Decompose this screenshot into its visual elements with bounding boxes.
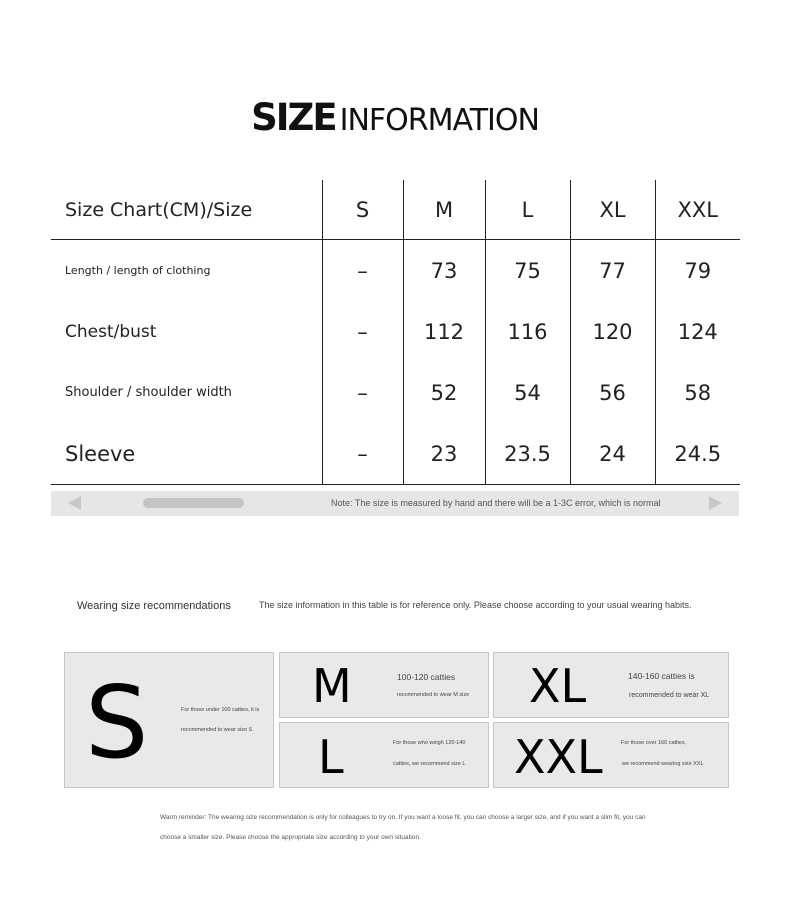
card-text: For those over 160 catties, [621, 740, 687, 746]
header-cell: M [403, 180, 485, 240]
card-text: recommended to wear size S [181, 727, 253, 733]
size-card-m [279, 652, 489, 718]
horizontal-scrollbar[interactable] [51, 491, 739, 516]
table-cell: – [322, 301, 403, 362]
size-letter: S [85, 664, 149, 781]
table-cell: 56 [570, 362, 655, 423]
measurement-note: Note: The size is measured by hand and there will be a 1-3C error, which is normal [331, 498, 661, 508]
card-text: 140-160 catties is [628, 671, 695, 681]
warm-reminder-line: choose a smaller size. Please choose the appropriate size according to your own situation. [160, 834, 421, 841]
card-text: recommended to wear M size [397, 692, 470, 698]
card-text: catties, we recommend size L [393, 761, 466, 767]
table-cell: – [322, 423, 403, 485]
card-text: we recommend wearing size XXL [622, 761, 704, 767]
header-cell: L [485, 180, 570, 240]
table-cell: 23 [403, 423, 485, 485]
row-label: Shoulder / shoulder width [65, 385, 232, 400]
header-cell: XL [570, 180, 655, 240]
table-cell: 124 [655, 301, 740, 362]
page-title [0, 96, 790, 139]
size-card-xxl [493, 722, 729, 788]
table-row [51, 362, 740, 423]
scroll-right-arrow-icon[interactable] [709, 496, 722, 510]
table-header-row [51, 180, 740, 240]
table-row [51, 301, 740, 362]
table-cell: 23.5 [485, 423, 570, 485]
recommendations-subtitle: The size information in this table is for reference only. Please choose according to your usual wearing habits. [259, 600, 692, 610]
header-cell: S [322, 180, 403, 240]
scroll-left-arrow-icon[interactable] [68, 496, 81, 510]
size-letter: L [318, 730, 344, 784]
size-card-xl [493, 652, 729, 718]
size-card-l [279, 722, 489, 788]
card-text: For those under 100 catties, it is [181, 707, 260, 713]
size-letter: M [312, 659, 352, 713]
table-cell: 77 [570, 240, 655, 302]
table-cell: 54 [485, 362, 570, 423]
table-cell: – [322, 240, 403, 302]
card-text: For those who weigh 120-140 [393, 740, 466, 746]
table-cell: 120 [570, 301, 655, 362]
row-label: Chest/bust [65, 321, 157, 342]
header-cell: Size Chart(CM)/Size [51, 180, 322, 240]
size-card-s [64, 652, 274, 788]
table-cell: 116 [485, 301, 570, 362]
table-cell: 73 [403, 240, 485, 302]
table-row [51, 240, 740, 302]
warm-reminder-line: Warm reminder: The wearing size recommendation is only for colleagues to try on. If you want a loose fit, you can choose a larger size, and if you want a slim fit, you can [160, 814, 646, 821]
table-cell: – [322, 362, 403, 423]
size-letter: XL [529, 659, 587, 713]
size-letter: XXL [514, 730, 603, 784]
card-text: 100-120 catties [397, 672, 456, 682]
title-bold: SIZE [251, 96, 336, 139]
row-label: Length / length of clothing [65, 264, 211, 277]
table-cell: 112 [403, 301, 485, 362]
title-rest: INFORMATION [339, 103, 539, 138]
table-cell: 75 [485, 240, 570, 302]
card-text: recommended to wear XL [629, 692, 710, 699]
scrollbar-thumb[interactable] [143, 498, 244, 508]
table-cell: 52 [403, 362, 485, 423]
table-cell: 24.5 [655, 423, 740, 485]
table-row [51, 423, 740, 485]
size-chart-table [51, 180, 740, 485]
table-cell: 58 [655, 362, 740, 423]
table-cell: 79 [655, 240, 740, 302]
recommendations-title: Wearing size recommendations [77, 600, 231, 612]
header-cell: XXL [655, 180, 740, 240]
table-cell: 24 [570, 423, 655, 485]
row-label: Sleeve [51, 423, 322, 485]
